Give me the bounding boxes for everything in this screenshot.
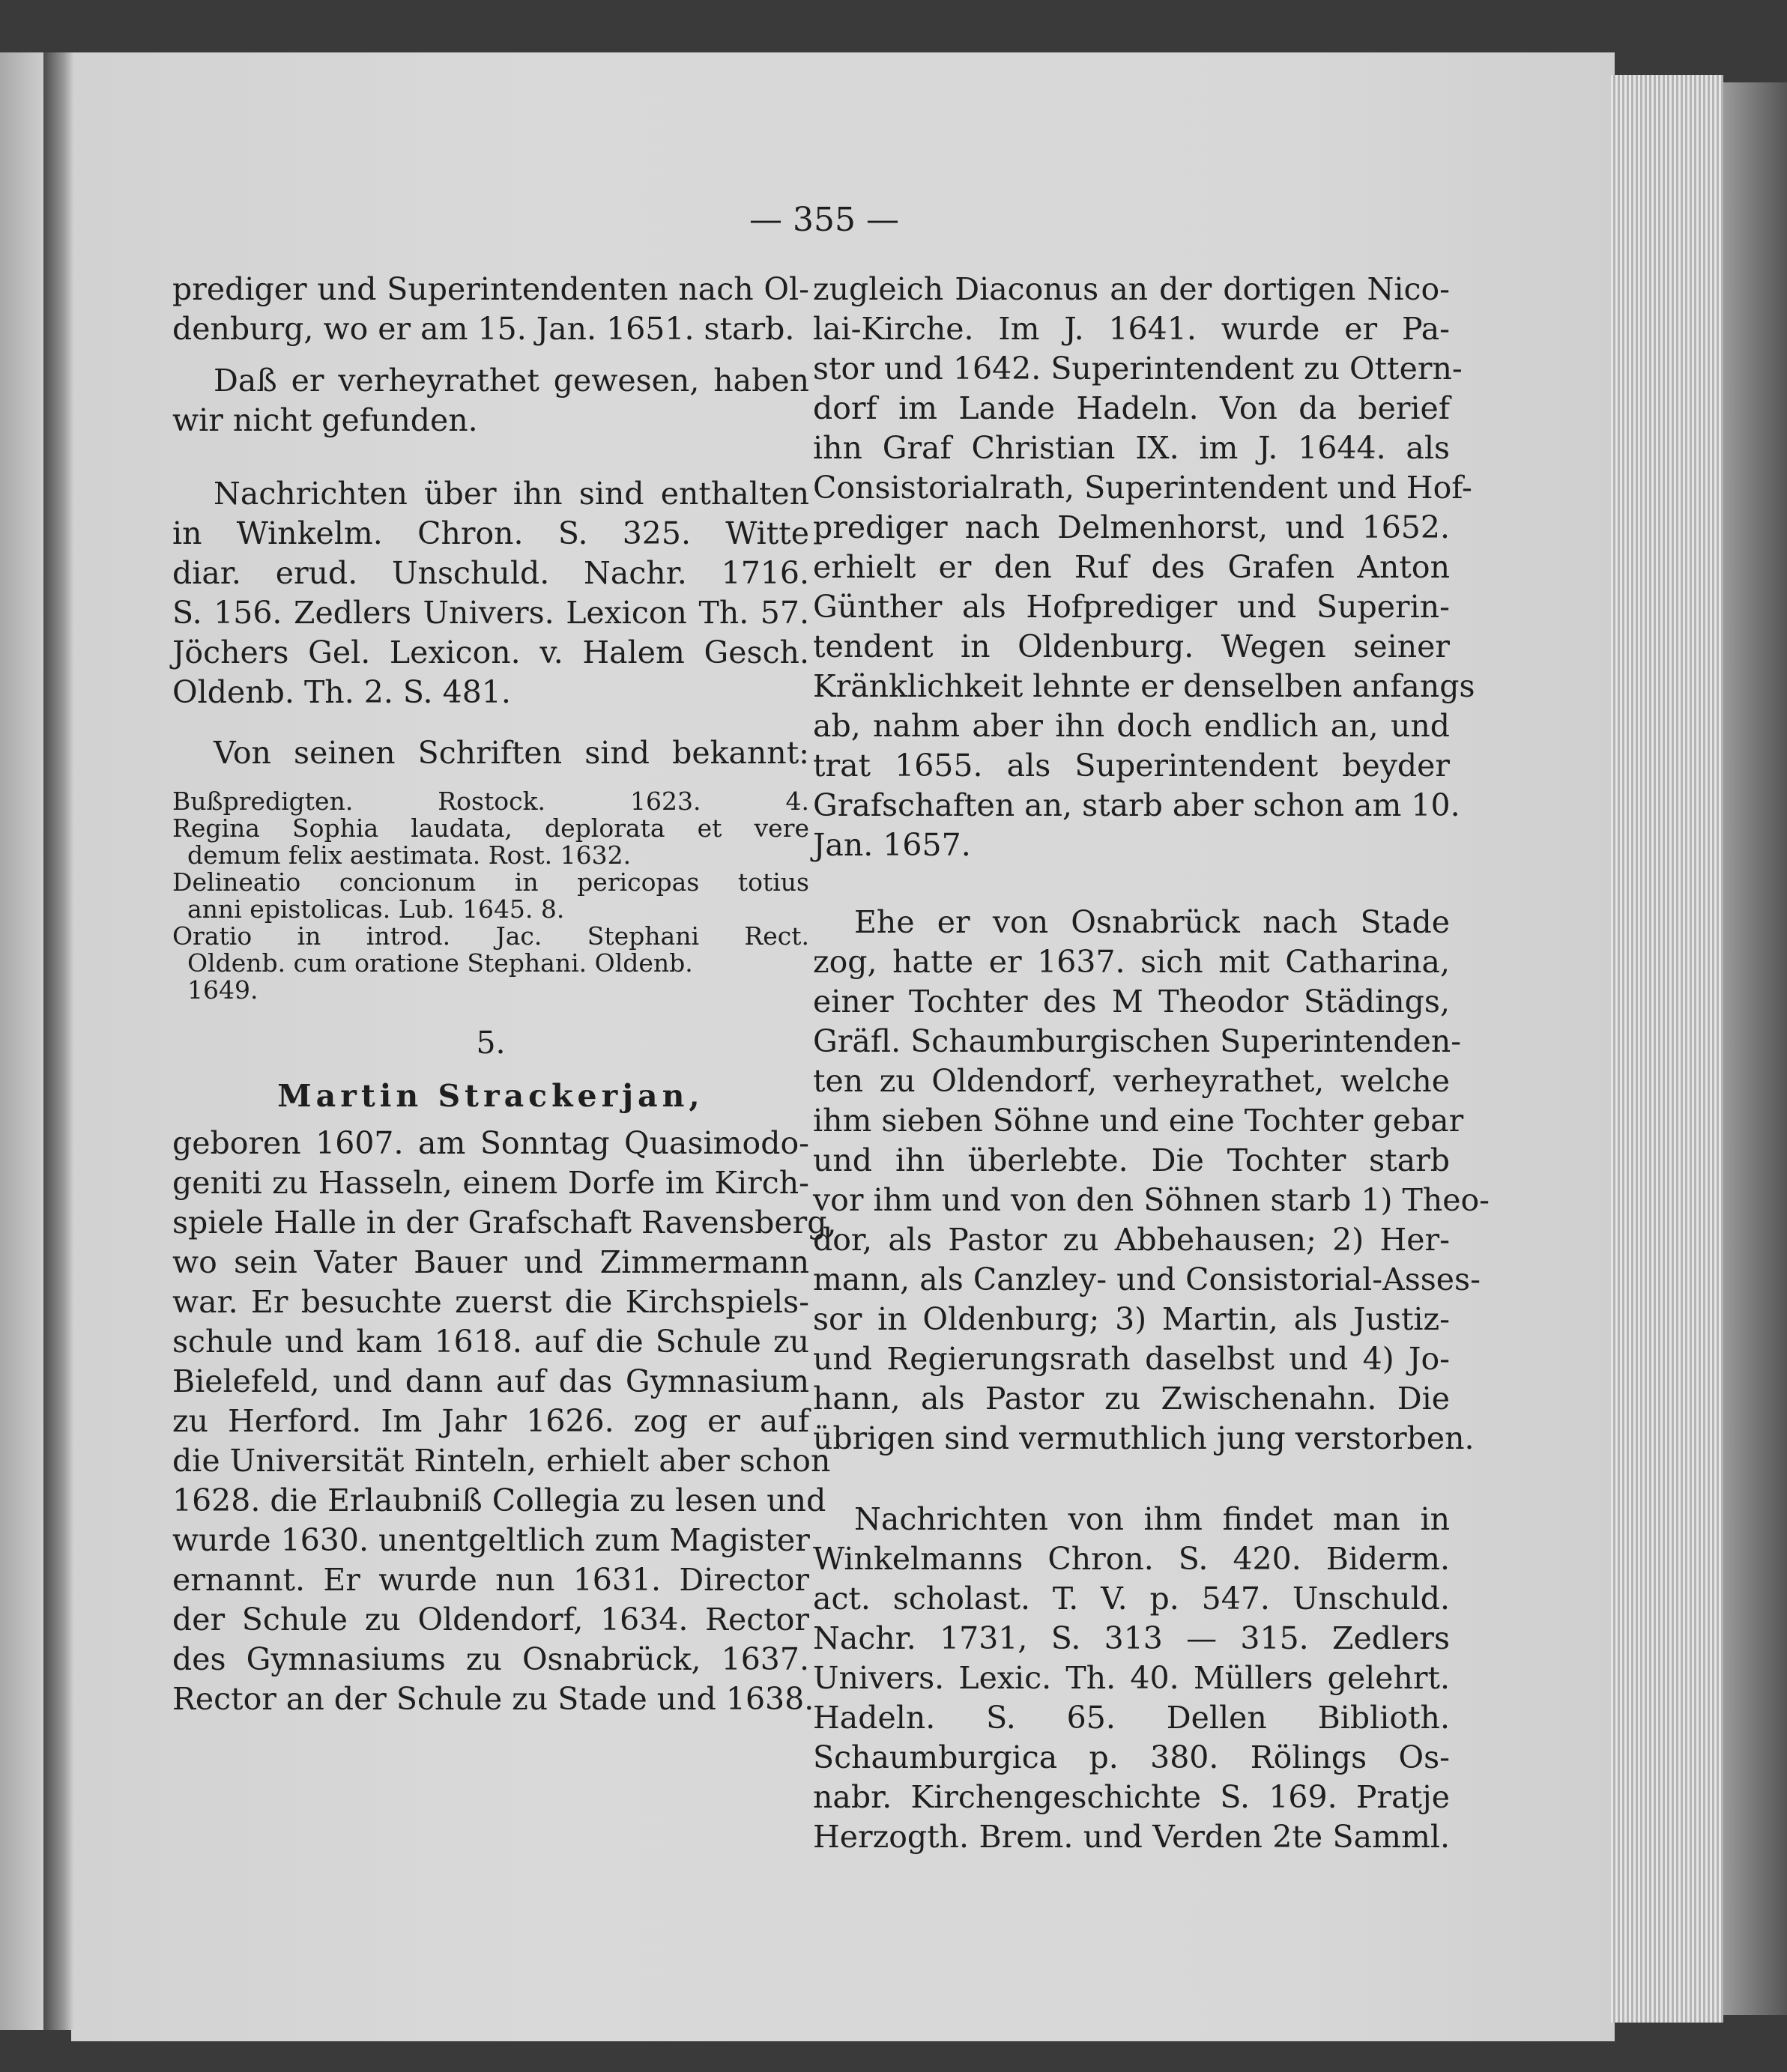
paragraph-gap xyxy=(172,1116,809,1124)
text-line: 1628. die Erlaubniß Collegia zu lesen und xyxy=(172,1482,826,1518)
book-cover-edge xyxy=(1723,82,1787,2015)
text-line: Regina Sophia laudata, deplorata et vere xyxy=(172,814,809,843)
text-line: der Schule zu Oldendorf, 1634. Rector xyxy=(172,1602,809,1638)
text-line: Kränklichkeit lehnte er denselben anfangs xyxy=(813,668,1475,704)
text-line: denburg, wo er am 15. Jan. 1651. starb. xyxy=(172,311,795,347)
paragraph-gap xyxy=(172,712,809,733)
paragraph-gap xyxy=(813,865,1450,903)
text-line: Herzogth. Brem. und Verden 2te Samml. xyxy=(813,1819,1450,1855)
text-line: Delineatio concionum in pericopas totius xyxy=(172,867,809,897)
text-line: Oldenb. cum oratione Stephani. Oldenb. xyxy=(187,948,693,978)
text-line: Nachrichten von ihm findet man in xyxy=(854,1501,1450,1537)
text-line: act. scholast. T. V. p. 547. Unschuld. xyxy=(813,1581,1450,1617)
text-line: Hadeln. S. 65. Dellen Biblioth. xyxy=(813,1700,1450,1736)
text-line: Rector an der Schule zu Stade und 1638. xyxy=(172,1681,814,1717)
text-line: geboren 1607. am Sonntag Quasimodo- xyxy=(172,1125,809,1161)
text-line: Grafschaften an, starb aber schon am 10. xyxy=(813,787,1460,823)
text-line: des Gymnasiums zu Osnabrück, 1637. xyxy=(172,1641,809,1677)
text-line: Gräfl. Schaumburgischen Superintenden- xyxy=(813,1023,1462,1059)
text-line: Nachrichten über ihn sind enthalten xyxy=(214,476,809,512)
text-line: geniti zu Hasseln, einem Dorfe im Kirch- xyxy=(172,1165,809,1201)
text-line: erhielt er den Ruf des Grafen Anton xyxy=(813,549,1450,585)
paragraph-gap xyxy=(172,440,809,474)
text-line: Nachr. 1731, S. 313 — 315. Zedlers xyxy=(813,1620,1450,1656)
text-line: dor, als Pastor zu Abbehausen; 2) Her- xyxy=(813,1222,1450,1258)
text-line: Ehe er von Osnabrück nach Stade xyxy=(854,904,1450,940)
text-line: sor in Oldenburg; 3) Martin, als Justiz- xyxy=(813,1301,1450,1337)
text-line: 1649. xyxy=(187,975,258,1005)
text-line: prediger und Superintendenten nach Ol- xyxy=(172,271,809,307)
text-line: zugleich Diaconus an der dortigen Nico- xyxy=(813,271,1450,307)
left-page-edge xyxy=(0,52,45,2030)
book-gutter xyxy=(43,52,73,2030)
text-line: Winkelmanns Chron. S. 420. Biderm. xyxy=(813,1541,1450,1577)
text-line: die Universität Rinteln, erhielt aber schon xyxy=(172,1443,831,1479)
page-stack-edge xyxy=(1611,75,1723,2023)
text-line: Günther als Hofprediger und Superin- xyxy=(813,589,1450,625)
text-line: einer Tochter des M Theodor Städings, xyxy=(813,984,1450,1020)
text-line: mann, als Canzley- und Consistorial-Asses- xyxy=(813,1261,1481,1297)
text-line: anni epistolicas. Lub. 1645. 8. xyxy=(187,894,565,924)
left-text-column xyxy=(172,270,837,1719)
text-line: Bußpredigten. Rostock. 1623. 4. xyxy=(172,787,809,816)
text-line: prediger nach Delmenhorst, und 1652. xyxy=(813,509,1450,545)
text-line: ten zu Oldendorf, verheyrathet, welche xyxy=(813,1063,1450,1099)
text-line: Consistorialrath, Superintendent und Hof- xyxy=(813,470,1472,506)
text-line: zog, hatte er 1637. sich mit Catharina, xyxy=(813,944,1450,980)
text-line: lai-Kirche. Im J. 1641. wurde er Pa- xyxy=(813,311,1450,347)
text-line: ihn Graf Christian IX. im J. 1644. als xyxy=(813,430,1450,466)
paragraph-gap xyxy=(172,1063,809,1076)
text-line: 5. xyxy=(476,1025,506,1061)
text-line: war. Er besuchte zuerst die Kirchspiels- xyxy=(172,1284,809,1320)
text-line: S. 156. Zedlers Univers. Lexicon Th. 57. xyxy=(172,595,809,631)
text-line: nabr. Kirchengeschichte S. 169. Pratje xyxy=(813,1779,1450,1815)
text-line: wo sein Vater Bauer und Zimmermann xyxy=(172,1244,809,1280)
text-line: wir nicht gefunden. xyxy=(172,402,478,438)
text-line: ihm sieben Söhne und eine Tochter gebar xyxy=(813,1103,1464,1139)
text-line: Schaumburgica p. 380. Rölings Os- xyxy=(813,1739,1450,1775)
text-line: Jan. 1657. xyxy=(813,827,971,863)
paragraph-gap xyxy=(813,1458,1450,1500)
text-line: tendent in Oldenburg. Wegen seiner xyxy=(813,628,1450,664)
text-line: diar. erud. Unschuld. Nachr. 1716. xyxy=(172,555,809,591)
text-line: hann, als Pastor zu Zwischenahn. Die xyxy=(813,1381,1450,1417)
paragraph-gap xyxy=(172,1004,809,1023)
text-line: und Regierungsrath daselbst und 4) Jo- xyxy=(813,1341,1450,1377)
text-line: ab, nahm aber ihn doch endlich an, und xyxy=(813,708,1450,744)
text-line: spiele Halle in der Grafschaft Ravensberg, xyxy=(172,1205,837,1241)
text-line: ernannt. Er wurde nun 1631. Director xyxy=(172,1562,809,1598)
text-line: vor ihm und von den Söhnen starb 1) Theo- xyxy=(813,1182,1490,1218)
paragraph-gap xyxy=(172,773,809,788)
text-line: wurde 1630. unentgeltlich zum Magister xyxy=(172,1522,810,1558)
text-line: in Winkelm. Chron. S. 325. Witte xyxy=(172,515,809,551)
text-line: Univers. Lexic. Th. 40. Müllers gelehrt. xyxy=(813,1660,1450,1696)
text-line: Oldenb. Th. 2. S. 481. xyxy=(172,674,511,710)
text-line: Von seinen Schriften sind bekannt: xyxy=(214,735,809,771)
page-number-header: — 355 — xyxy=(749,201,899,239)
text-line: Martin Strackerjan, xyxy=(277,1078,704,1114)
text-line: stor und 1642. Superintendent zu Ottern- xyxy=(813,351,1463,387)
text-line: Oratio in introd. Jac. Stephani Rect. xyxy=(172,921,809,951)
text-line: Bielefeld, und dann auf das Gymnasium xyxy=(172,1363,809,1399)
text-line: schule und kam 1618. auf die Schule zu xyxy=(172,1324,809,1360)
text-line: und ihn überlebte. Die Tochter starb xyxy=(813,1142,1450,1178)
text-line: Jöchers Gel. Lexicon. v. Halem Gesch. xyxy=(172,634,809,670)
paragraph-gap xyxy=(172,349,809,361)
text-line: dorf im Lande Hadeln. Von da berief xyxy=(813,390,1450,426)
text-line: trat 1655. als Superintendent beyder xyxy=(813,748,1450,784)
text-line: übrigen sind vermuthlich jung verstorben. xyxy=(813,1420,1475,1456)
right-text-column xyxy=(813,270,1490,1857)
text-line: Daß er verheyrathet gewesen, haben xyxy=(214,363,809,399)
text-line: demum felix aestimata. Rost. 1632. xyxy=(187,840,632,870)
text-line: zu Herford. Im Jahr 1626. zog er auf xyxy=(172,1403,809,1439)
